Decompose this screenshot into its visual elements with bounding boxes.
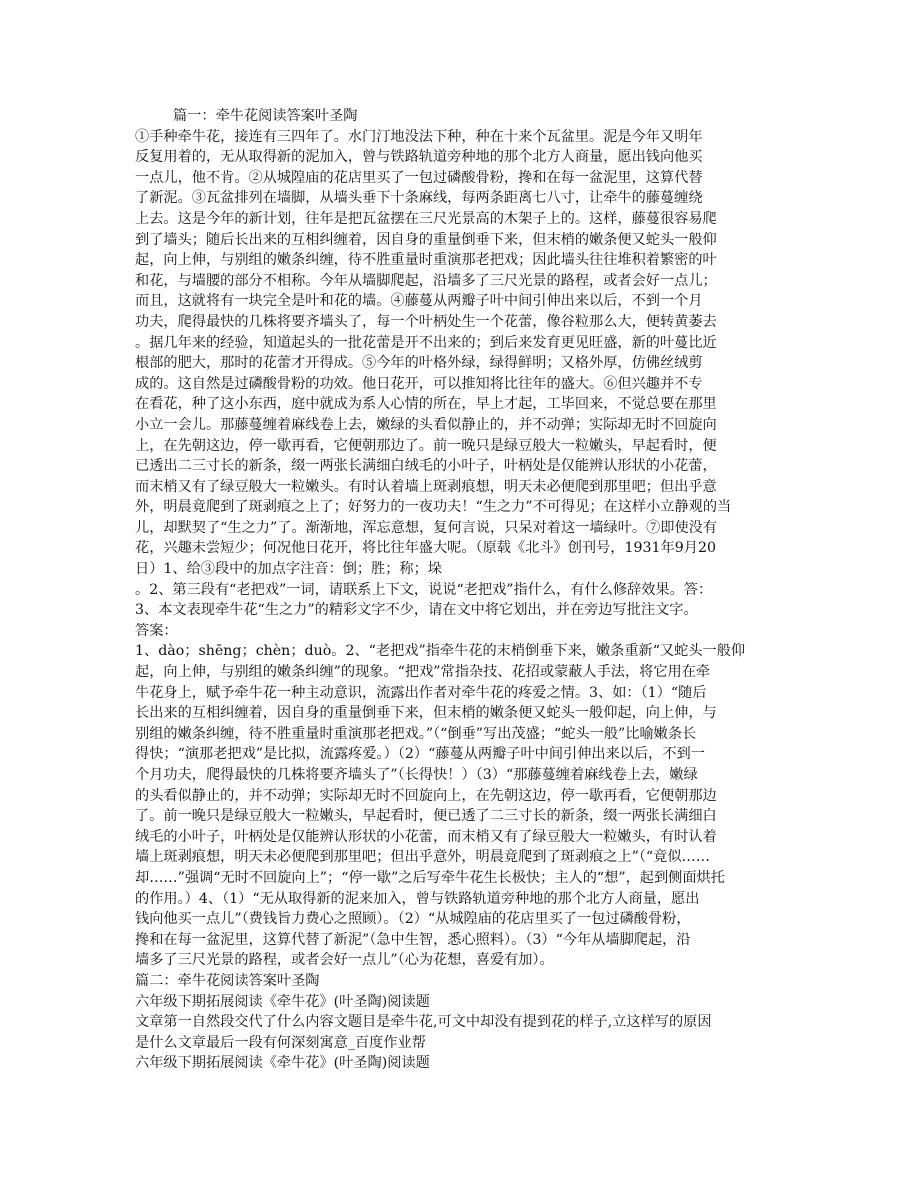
section-one-line: 根部的肥大，那时的花蕾才开得成。⑤今年的叶格外绿，绿得鲜明；又格外厚，仿佛丝绒剪 [135,355,703,372]
section-one-line: 外，明晨竟爬到了斑剥痕之上了；好努力的一夜功夫！“生之力”不可得见；在这样小立静观的当 [135,499,732,516]
section-one-line: 上去。这是今年的新计划，往年是把瓦盆摆在三尺光景高的木架子上的。这样，藤蔓很容易爬 [135,210,717,227]
section-one-line: 一点儿，他不肯。②从城隍庙的花店里买了一包过磷酸骨粉，搀和在每一盆泥里，这算代替 [135,169,703,186]
section-one-line: 搀和在每一盆泥里，这算代替了新泥”（急中生智，悉心照料）。（3）“今年从墙脚爬起，沿 [135,931,691,948]
section-one-line: 钱向他买一点儿”（费钱旨力费心之照顾）。（2）“从城隍庙的花店里买了一包过磷酸骨粉， [135,911,691,928]
section-one-line: 功夫，爬得最快的几株将要齐墙头了，每一个叶柄处生一个花蕾，像谷粒那么大，便转黄萎去 [135,313,717,330]
section-one-line: 答案： [135,622,178,639]
section-one-line: 上，在先朝这边，停一歇再看，它便朝那边了。前一晚只是绿豆般大一粒嫩头，早起看时，便 [135,437,717,454]
section-one-line: 绒毛的小叶子，叶柄处是仅能辨认形状的小花蕾，而末梢又有了绿豆般大一粒嫩头，有时认着 [135,828,717,845]
section-one-line: 成的。这自然是过磷酸骨粉的功效。他日花开，可以推知将比往年的盛大。⑥但兴趣并不专 [135,375,703,392]
section-one-line: 起，向上伸，与别组的嫩条纠缠，待不胜重量时重演那老把戏；因此墙头往往堆积着繁密的叶 [135,252,717,269]
section-one-line: 了新泥。③瓦盆排列在墙脚，从墙头垂下十条麻线，每两条距离七八寸，让牵牛的藤蔓缠绕 [135,190,703,207]
section-one-line: 小立一会儿。那藤蔓缠着麻线卷上去，嫩绿的头看似静止的，并不动弹；实际却无时不回旋向 [135,416,717,433]
section-one-body [135,127,785,971]
section-one-line: 得快；“演那老把戏”是比拟，流露疼爱。）（2）“藤蔓从两瓣子叶中间引伸出来以后，不到一 [135,746,705,763]
section-one-line: 而且，这就将有一块完全是叶和花的墙。④藤蔓从两瓣子叶中间引伸出来以后，不到一个月 [135,293,703,310]
section-two-line: 六年级下期拓展阅读《牵牛花》(叶圣陶)阅读题 [135,1055,430,1072]
section-one-line: 到了墙头；随后长出来的互相纠缠着，因自身的重量倒垂下来，但末梢的嫩条便又蛇头一般仰 [135,231,717,248]
section-one-line: 牛花身上，赋予牵牛花一种主动意识，流露出作者对牵牛花的疼爱之情。3、如：（1）“随后 [135,684,707,701]
section-one-line: 花，兴趣未尝短少；何况他日花开，将比往年盛大呢。（原载《北斗》创刊号，1931年9月20 [135,540,717,557]
section-one-line: 。据几年来的经验，知道起头的一批花蕾是开不出来的；到后来发育更见旺盛，新的叶蔓比近 [135,334,717,351]
document-page [135,106,785,1074]
section-one-line: ①手种牵牛花，接连有三四年了。水门汀地没法下种，种在十来个瓦盆里。泥是今年又明年 [135,128,703,145]
section-two-line: 是什么文章最后一段有何深刻寓意_百度作业帮 [135,1034,426,1051]
section-one-line: 墙多了三尺光景的路程，或者会好一点儿”（心为花想，喜爱有加）。 [135,952,554,969]
section-one-line: 和花，与墙腰的部分不相称。今年从墙脚爬起，沿墙多了三尺光景的路程，或者会好一点儿； [135,272,717,289]
section-one-line: 反复用着的，无从取得新的泥加入，曾与铁路轨道旁种地的那个北方人商量，愿出钱向他买 [135,149,703,166]
section-one-line: 个月功夫，爬得最快的几株将要齐墙头了”（长得快！）（3）“那藤蔓缠着麻线卷上去，嫩绿 [135,767,698,783]
section-one-line: 而末梢又有了绿豆般大一粒嫩头。有时认着墙上斑剥痕想，明天未必便爬到那里吧；但出乎意 [135,478,717,495]
section-one-line: 却……”强调“无时不回旋向上”；“停一歇”之后写牵牛花生长极快；主人的“想”，起到侧面烘托 [135,869,725,886]
section-one-line: 已透出二三寸长的新条，缀一两张长满细白绒毛的小叶子，叶柄处是仅能辨认形状的小花蕾， [135,458,717,475]
section-one-line: 的作用。）4、（1）“无从取得新的泥来加入，曾与铁路轨道旁种地的那个北方人商量，愿出 [135,890,700,907]
section-one-line: 儿，却默契了“生之力”了。渐渐地，浑忘意想，复何言说，只呆对着这一墙绿叶。⑦即使没有 [135,519,718,536]
section-two-line: 文章第一自然段交代了什么内容文题目是牵牛花,可文中却没有提到花的样子,立这样写的原因 [135,1014,712,1031]
document-title: 篇一：牵牛花阅读答案叶圣陶 [173,108,358,124]
section-one-line: 。2、第三段有“老把戏”一词，请联系上下文，说说“老把戏”指什么，有什么修辞效果。答： [135,581,713,598]
section-two-line: 篇二：牵牛花阅读答案叶圣陶 [135,972,320,989]
section-one-line: 了。前一晚只是绿豆般大一粒嫩头，早起看时，便已透了二三寸长的新条，缀一两张长满细白 [135,808,717,825]
section-one-line: 3、本文表现牵牛花“生之力”的精彩文字不少，请在文中将它划出，并在旁边写批注文字。 [135,602,698,619]
section-one-line: 别组的嫩条纠缠，待不胜重量时重演那老把戏。”（“倒垂”写出茂盛；“蛇头一般”比喻嫩条长 [135,725,697,742]
section-one-line: 长出来的互相纠缠着，因自身的重量倒垂下来，但末梢的嫩条便又蛇头一般仰起，向上伸，与 [135,705,717,722]
section-one-line: 日）1、给③段中的加点字注音：倒；胜；称；垛 [135,561,442,578]
section-one-line: 在看花，种了这小东西，庭中就成为系人心情的所在，早上才起，工毕回来，不觉总要在那里 [135,396,717,413]
section-one-line: 墙上斑剥痕想，明天未必便爬到那里吧；但出乎意外，明晨竟爬到了斑剥痕之上”（“竟似…… [135,849,710,866]
section-two-line: 六年级下期拓展阅读《牵牛花》(叶圣陶)阅读题 [135,993,430,1010]
section-two-body [135,971,785,1074]
section-one-line: 起，向上伸，与别组的嫩条纠缠”的现象。“把戏”常指杂技、花招或蒙蔽人手法，将它用在牵 [135,664,711,681]
section-one-line: 1、dào；shēng；chèn；duò。2、“老把戏”指牵牛花的末梢倒垂下来，嫩条重新“又蛇头一般仰 [135,643,746,660]
section-one-line: 的头看似静止的，并不动弹；实际却无时不回旋向上，在先朝这边，停一歇再看，它便朝那边 [135,787,717,804]
